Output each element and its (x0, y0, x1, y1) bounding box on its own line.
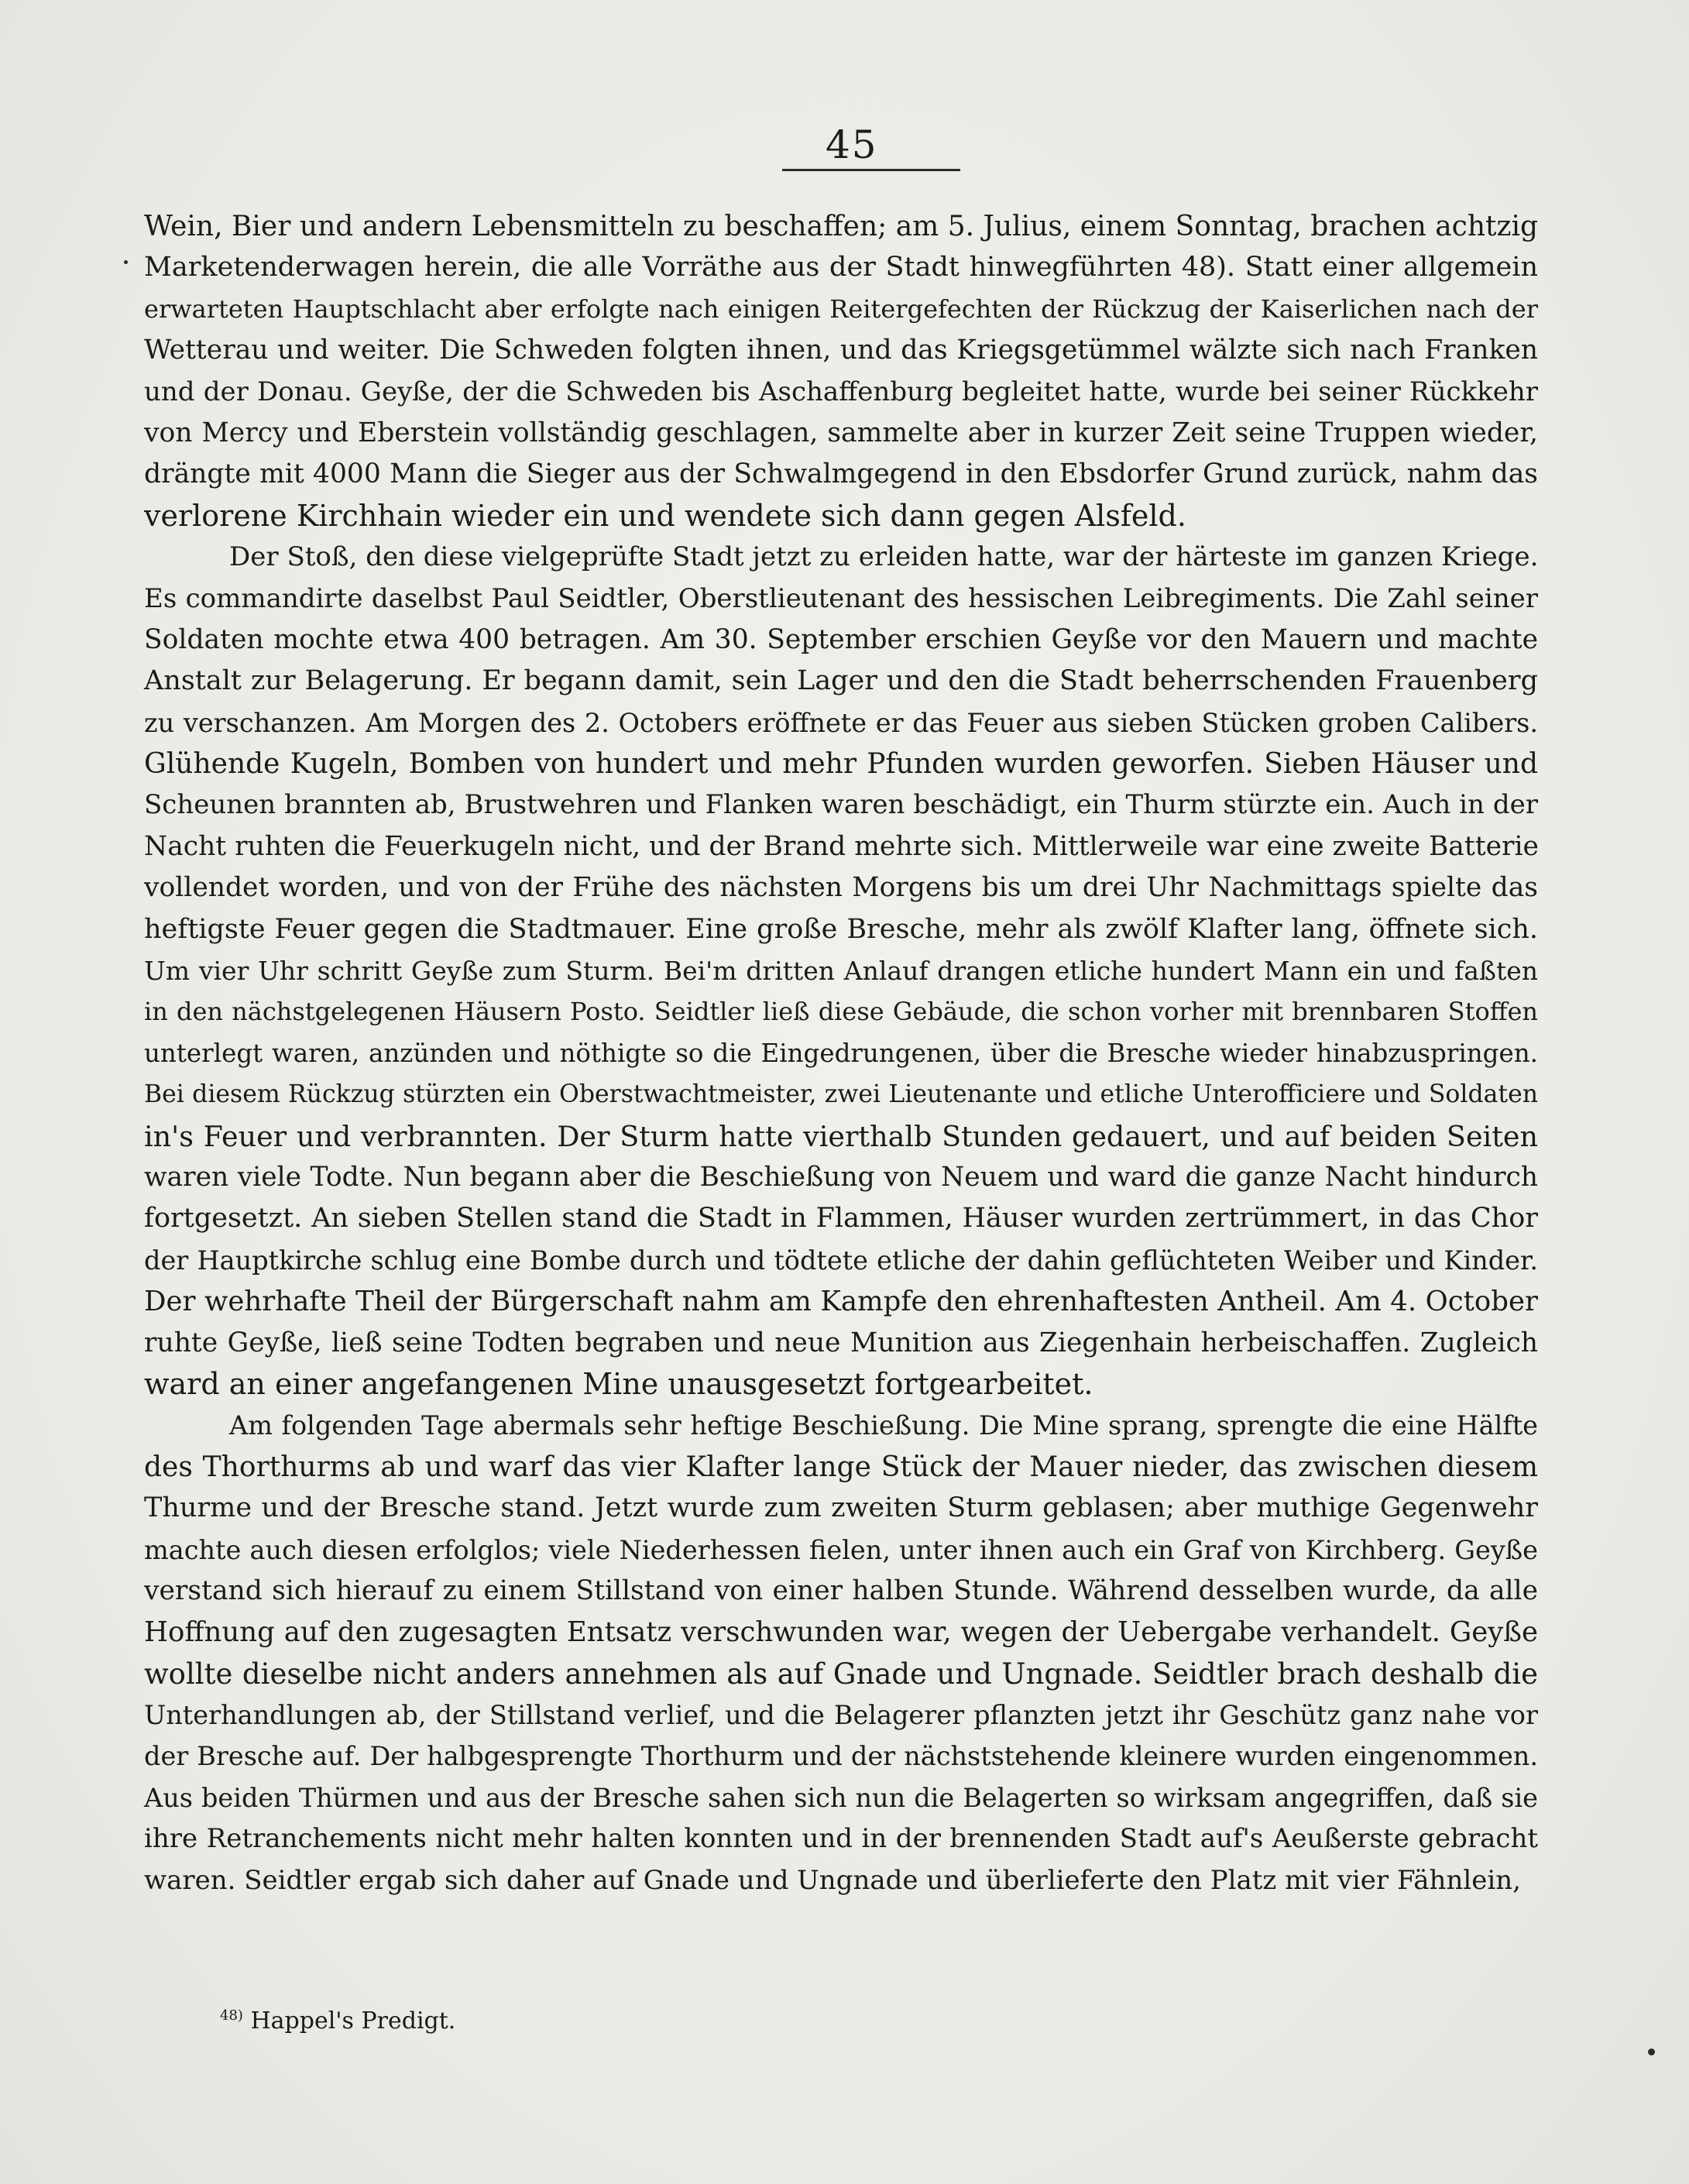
text-line: ihre Retranchements nicht mehr halten konnten und in der brennenden Stadt auf's Aeußerste gebracht (144, 1823, 1538, 1855)
text-line: von Mercy und Eberstein vollständig geschlagen, sammelte aber in kurzer Zeit seine Truppen wieder, (144, 417, 1538, 448)
footnote-marker: 48) (220, 2007, 243, 2024)
text-line: und der Donau. Geyße, der die Schweden bis Aschaffenburg begleitet hatte, wurde bei seiner Rückkehr (144, 376, 1538, 407)
text-line: Am folgenden Tage abermals sehr heftige Beschießung. Die Mine sprang, sprengte die eine Hälfte (229, 1410, 1538, 1441)
text-line: Der Stoß, den diese vielgeprüfte Stadt jetzt zu erleiden hatte, war der härteste im ganzen Kriege. (229, 541, 1539, 573)
text-line: Aus beiden Thürmen und aus der Bresche sahen sich nun die Belagerten so wirksam angegriffen, daß sie (144, 1782, 1538, 1813)
text-line: ruhte Geyße, ließ seine Todten begraben und neue Munition aus Ziegenhain herbeischaffen. Zugleich (144, 1327, 1538, 1358)
text-line: Nacht ruhten die Feuerkugeln nicht, und der Brand mehrte sich. Mittlerweile war eine zweite Batterie (144, 830, 1539, 862)
header-rule (782, 169, 960, 171)
text-line: Wein, Bier und andern Lebensmitteln zu beschaffen; am 5. Julius, einem Sonntag, brachen achtzig (144, 211, 1538, 242)
text-line: Um vier Uhr schritt Geyße zum Sturm. Bei'm dritten Anlauf drangen etliche hundert Mann ein und faßten (144, 956, 1538, 987)
text-line: waren. Seidtler ergab sich daher auf Gnade und Ungnade und überlieferte den Platz mit vier Fähnlein, (144, 1864, 1521, 1896)
text-line: Wetterau und weiter. Die Schweden folgten ihnen, und das Kriegsgetümmel wälzte sich nach Franken (144, 335, 1538, 366)
text-line: unterlegt waren, anzünden und nöthigte so die Eingedrungenen, über die Bresche wieder hinabzuspringen. (144, 1038, 1538, 1068)
text-line: der Bresche auf. Der halbgesprengte Thorthurm und der nächststehende kleinere wurden eingenommen. (144, 1741, 1538, 1772)
text-line: in's Feuer und verbrannten. Der Sturm hatte vierthalb Stunden gedauert, und auf beiden Seiten (144, 1119, 1538, 1153)
text-line: machte auch diesen erfolglos; viele Niederhessen fielen, unter ihnen auch ein Graf von Kirchberg. Geyße (144, 1534, 1538, 1565)
text-line: Marketenderwagen herein, die alle Vorräthe aus der Stadt hinwegführten 48). Statt einer allgemein (144, 252, 1538, 283)
text-line: des Thorthurms ab und warf das vier Klafter lange Stück der Mauer nieder, das zwischen diesem (144, 1451, 1538, 1483)
text-line: Soldaten mochte etwa 400 betragen. Am 30. September erschien Geyße vor den Mauern und machte (144, 623, 1538, 655)
text-line: wollte dieselbe nicht anders annehmen als auf Gnade und Ungnade. Seidtler brach deshalb die (144, 1657, 1538, 1691)
text-line: Bei diesem Rückzug stürzten ein Oberstwachtmeister, zwei Lieutenante und etliche Unterofficiere und Soldaten (144, 1080, 1538, 1109)
text-line: Glühende Kugeln, Bomben von hundert und mehr Pfunden wurden geworfen. Sieben Häuser und (144, 748, 1538, 781)
text-line: in den nächstgelegenen Häusern Posto. Seidtler ließ diese Gebäude, die schon vorher mit brennbaren Stoffen (144, 997, 1538, 1027)
text-line: zu verschanzen. Am Morgen des 2. Octobers eröffnete er das Feuer aus sieben Stücken groben Calibers. (144, 707, 1538, 738)
text-line: erwarteten Hauptschlacht aber erfolgte nach einigen Reitergefechten der Rückzug der Kaiserlichen nach der (144, 294, 1538, 324)
text-line: drängte mit 4000 Mann die Sieger aus der Schwalmgegend in den Ebsdorfer Grund zurück, nahm das (144, 458, 1538, 490)
print-speck (124, 260, 128, 264)
text-line: Hoffnung auf den zugesagten Entsatz verschwunden war, wegen der Uebergabe verhandelt. Geyße (144, 1616, 1538, 1649)
print-speck (1648, 2048, 1655, 2055)
text-line: Scheunen brannten ab, Brustwehren und Flanken waren beschädigt, ein Thurm stürzte ein. Auch in der (144, 789, 1538, 821)
text-line: Der wehrhafte Theil der Bürgerschaft nahm am Kampfe den ehrenhaftesten Antheil. Am 4. October (144, 1286, 1538, 1318)
text-line: Anstalt zur Belagerung. Er begann damit, sein Lager und den die Stadt beherrschenden Frauenberg (144, 665, 1538, 697)
text-line: vollendet worden, und von der Frühe des nächsten Morgens bis um drei Uhr Nachmittags spielte das (144, 872, 1538, 904)
footnote (220, 2007, 455, 2035)
text-line: waren viele Todte. Nun begann aber die Beschießung von Neuem und ward die ganze Nacht hindurch (144, 1161, 1538, 1193)
text-line: fortgesetzt. An sieben Stellen stand die Stadt in Flammen, Häuser wurden zertrümmert, in das Chor (144, 1203, 1538, 1235)
page-header (782, 122, 960, 177)
text-line: verstand sich hierauf zu einem Stillstand von einer halben Stunde. Während desselben wurde, da alle (144, 1574, 1538, 1606)
text-line: Unterhandlungen ab, der Stillstand verlief, und die Belagerer pflanzten jetzt ihr Geschütz ganz nahe vor (144, 1700, 1538, 1731)
body-text (144, 206, 1538, 1901)
footnote-text: Happel's Predigt. (250, 2007, 456, 2035)
text-line: Es commandirte daselbst Paul Seidtler, Oberstlieutenant des hessischen Leibregiments. Die Zahl seiner (144, 582, 1538, 614)
text-line: ward an einer angefangenen Mine unausgesetzt fortgearbeitet. (144, 1366, 1093, 1401)
page-number: 45 (826, 122, 878, 167)
text-line: heftigste Feuer gegen die Stadtmauer. Eine große Bresche, mehr als zwölf Klafter lang, öffnete sich. (144, 913, 1538, 945)
text-line: Thurme und der Bresche stand. Jetzt wurde zum zweiten Sturm geblasen; aber muthige Gegenwehr (144, 1492, 1538, 1524)
text-line: der Hauptkirche schlug eine Bombe durch und tödtete etliche der dahin geflüchteten Weiber und Kinder. (144, 1245, 1538, 1276)
text-line: verlorene Kirchhain wieder ein und wendete sich dann gegen Alsfeld. (144, 498, 1186, 533)
